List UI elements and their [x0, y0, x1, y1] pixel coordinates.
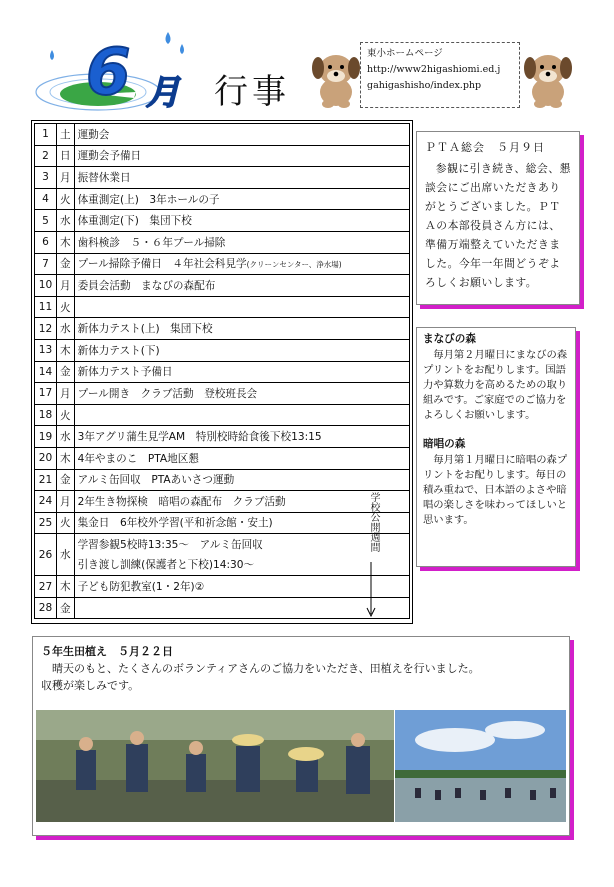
manabi-body: 毎月第２月曜日にまなびの森プリントをお配りします。国語力や算数力を高めるための取り組みです。ご家庭でのご協力をよろしくお願いします。 [423, 349, 568, 421]
schedule-row [35, 145, 410, 167]
homepage-url-line2[interactable]: gahigashisho/index.php [367, 80, 482, 91]
schedule-day: 7 [35, 253, 57, 275]
schedule-day: 20 [35, 447, 57, 469]
logo-month-char: 月 [146, 73, 180, 113]
schedule-weekday: 火 [57, 512, 75, 534]
schedule-event [74, 318, 409, 340]
schedule-day: 21 [35, 469, 57, 491]
visit-week-label: 学校公開週間 [368, 492, 379, 552]
schedule-day: 2 [35, 145, 57, 167]
schedule-event [74, 210, 409, 232]
schedule-weekday: 月 [57, 275, 75, 297]
schedule-event [74, 339, 409, 361]
schedule-weekday: 月 [57, 383, 75, 405]
schedule-event [74, 512, 409, 534]
schedule-weekday: 水 [57, 534, 75, 576]
study-forest-box [416, 327, 576, 567]
schedule-weekday: 木 [57, 447, 75, 469]
schedule-event-text: 運動会 [77, 128, 110, 141]
pta-body: 参観に引き続き、総会、懇談会にご出席いただきありがとうございました。ＰＴＡの本部役員さん方には、準備万端整えていただきました。今年一年間どうぞよろしくお願いします。 [425, 162, 571, 289]
schedule-day: 11 [35, 296, 57, 318]
schedule-event-text: 4年やまのこ PTA地区懇 [77, 452, 199, 465]
visit-week-marker [364, 492, 380, 620]
schedule-day: 14 [35, 361, 57, 383]
schedule-row [35, 512, 410, 534]
schedule-event-text: 子ども防犯教室(1・2年)② [77, 581, 205, 594]
schedule-day: 13 [35, 339, 57, 361]
ansho-body: 毎月第１月曜日に暗唱の森プリントをお配りします。毎日の積み重ねで、日本語のよさや暗唱の楽しさを味わってほしいと思います。 [423, 454, 568, 526]
schedule-event-text: 3年アグリ蒲生見学AM 特別校時給食後下校13:15 [77, 431, 322, 444]
schedule-row [35, 339, 410, 361]
schedule-day: 5 [35, 210, 57, 232]
schedule-row [35, 318, 410, 340]
schedule-event-text: 体重測定(上) 3年ホールの子 [77, 193, 220, 206]
schedule-row [35, 361, 410, 383]
schedule-weekday: 月 [57, 167, 75, 189]
schedule-event [74, 253, 409, 275]
schedule-event [74, 361, 409, 383]
schedule-day: 3 [35, 167, 57, 189]
homepage-title: 東小ホームページ [367, 48, 443, 59]
schedule-weekday: 木 [57, 231, 75, 253]
schedule-event-text: 歯科検診 ５・６年プール掃除 [77, 236, 226, 249]
schedule-event-text: 新体力テスト(上) 集団下校 [77, 323, 213, 336]
schedule-event-text: 運動会予備日 [77, 150, 142, 163]
schedule-event [74, 167, 409, 189]
schedule-weekday: 水 [57, 318, 75, 340]
schedule-weekday: 金 [57, 361, 75, 383]
schedule-event [74, 426, 409, 448]
schedule-row [35, 253, 410, 275]
schedule-day: 1 [35, 124, 57, 146]
pta-meeting-box [416, 131, 580, 305]
homepage-info-box [360, 42, 520, 108]
schedule-event-text: 委員会活動 まなびの森配布 [77, 279, 216, 292]
schedule-event [74, 188, 409, 210]
schedule-event-text: 新体力テスト予備日 [77, 366, 173, 379]
schedule-event [74, 275, 409, 297]
schedule-event [74, 576, 409, 598]
schedule-event [74, 491, 409, 513]
schedule-event [74, 124, 409, 146]
page-title: 行事 [214, 72, 290, 112]
schedule-event [74, 447, 409, 469]
schedule-event [74, 383, 409, 405]
schedule-row [35, 383, 410, 405]
schedule-row [35, 167, 410, 189]
schedule-row [35, 469, 410, 491]
schedule-event-text-line2: 引き渡し訓練(保護者と下校)14:30～ [77, 558, 255, 571]
schedule-event-text: アルミ缶回収 PTAあいさつ運動 [77, 474, 235, 487]
schedule-event-text: 体重測定(下) 集団下校 [77, 215, 192, 228]
homepage-url-line1[interactable]: http://www2higashiomi.ed.j [367, 64, 501, 75]
schedule-event [74, 597, 409, 619]
schedule-weekday: 金 [57, 253, 75, 275]
schedule-row [35, 447, 410, 469]
schedule-row [35, 491, 410, 513]
schedule-event-text: 集金日 6年校外学習(平和祈念館・安土) [77, 517, 273, 530]
schedule-event-text: プール掃除予備日 ４年社会科見学 [77, 258, 247, 271]
schedule-row [35, 210, 410, 232]
schedule-row [35, 576, 410, 598]
schedule-row [35, 275, 410, 297]
schedule-event [74, 534, 409, 576]
schedule-row [35, 188, 410, 210]
schedule-event-text: 新体力テスト(下) [77, 344, 160, 357]
pta-heading: ＰＴＡ総会 ５月９日 [425, 141, 545, 154]
schedule-event [74, 469, 409, 491]
schedule-event [74, 145, 409, 167]
rice-planting-photo-closeup [36, 710, 394, 822]
schedule-row [35, 231, 410, 253]
schedule-row [35, 426, 410, 448]
schedule-event-note: (クリーンセンター、浄水場) [246, 260, 342, 270]
schedule-weekday: 金 [57, 597, 75, 619]
schedule-event [74, 404, 409, 426]
june-title-logo [28, 22, 218, 122]
schedule-weekday: 水 [57, 210, 75, 232]
logo-month-number: 6 [86, 36, 131, 110]
schedule-event [74, 296, 409, 318]
schedule-weekday: 日 [57, 145, 75, 167]
schedule-day: 28 [35, 597, 57, 619]
schedule-weekday: 金 [57, 469, 75, 491]
schedule-event-text: 2年生き物探検 暗唱の森配布 クラブ活動 [77, 495, 286, 508]
dog-mascot-icon [522, 46, 574, 110]
manabi-heading: まなびの森 [423, 333, 476, 345]
report-body-line2: 収穫が楽しみです。 [41, 679, 140, 692]
schedule-row [35, 296, 410, 318]
schedule-weekday: 火 [57, 404, 75, 426]
schedule-event-text: 振替休業日 [77, 171, 131, 184]
schedule-weekday: 木 [57, 576, 75, 598]
schedule-day: 25 [35, 512, 57, 534]
schedule-weekday: 火 [57, 188, 75, 210]
schedule-day: 10 [35, 275, 57, 297]
schedule-day: 24 [35, 491, 57, 513]
schedule-event [74, 231, 409, 253]
schedule-row [35, 124, 410, 146]
schedule-event-text: 学習参観5校時13:35～ アルミ缶回収 [77, 538, 263, 551]
schedule-day: 27 [35, 576, 57, 598]
schedule-weekday: 木 [57, 339, 75, 361]
schedule-row [35, 404, 410, 426]
schedule-day: 26 [35, 534, 57, 576]
rice-planting-photo-wide [395, 710, 566, 822]
schedule-weekday: 土 [57, 124, 75, 146]
schedule-day: 18 [35, 404, 57, 426]
schedule-table [34, 123, 410, 619]
schedule-weekday: 水 [57, 426, 75, 448]
schedule-day: 6 [35, 231, 57, 253]
ansho-heading: 暗唱の森 [423, 438, 466, 450]
schedule-weekday: 火 [57, 296, 75, 318]
report-heading: ５年生田植え ５月２２日 [41, 645, 173, 658]
schedule-weekday: 月 [57, 491, 75, 513]
schedule-day: 4 [35, 188, 57, 210]
schedule-row [35, 534, 410, 576]
schedule-row [35, 597, 410, 619]
schedule-day: 12 [35, 318, 57, 340]
report-body-line1: 晴天のもと、たくさんのボランティアさんのご協力をいただき、田植えを行いました。 [52, 662, 480, 675]
schedule-event-text: プール開き クラブ活動 登校班長会 [77, 387, 258, 400]
visit-week-arrow-icon [366, 562, 376, 618]
dog-mascot-icon [310, 46, 362, 110]
schedule-day: 19 [35, 426, 57, 448]
schedule-day: 17 [35, 383, 57, 405]
